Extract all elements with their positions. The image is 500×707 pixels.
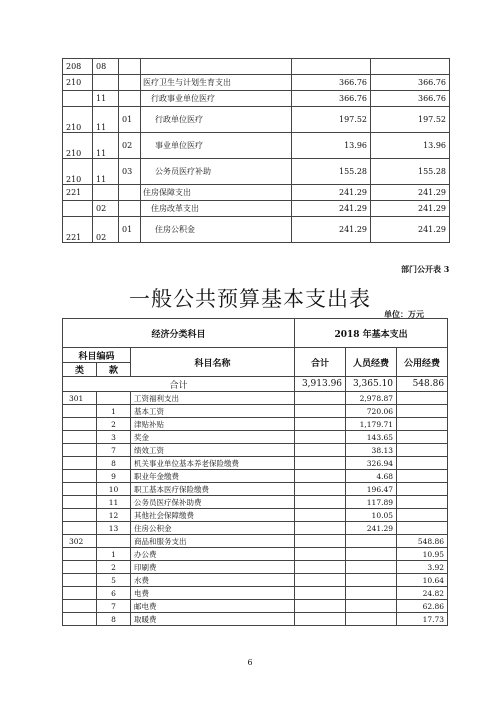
item-name-cell: 机关事业单位基本养老保险缴费: [131, 457, 295, 470]
econ-class-header: 经济分类科目: [63, 319, 295, 348]
item-name-cell: 医疗卫生与计划生育支出: [141, 75, 292, 91]
dept-disclosure-label: 部门公开表 3: [401, 264, 450, 274]
total-cell: 366.76: [292, 75, 371, 91]
personnel-cell: 10.05: [346, 509, 397, 522]
item-name-cell: 公务员医疗保补助费: [131, 496, 295, 509]
personnel-cell: 241.29: [346, 522, 397, 535]
kuan-cell: 11: [97, 496, 131, 509]
table-row: [63, 133, 450, 159]
personnel-cell: [346, 548, 397, 561]
lei-cell: [63, 509, 97, 522]
item-name-cell: 商品和服务支出: [131, 535, 295, 548]
lei-cell: [63, 587, 97, 600]
item-name-cell: 住房保障支出: [141, 185, 292, 201]
personnel-cell: 1,179.71: [346, 418, 397, 431]
item-name-cell: 职工基本医疗保险缴费: [131, 483, 295, 496]
item-name-cell: 基本工资: [131, 405, 295, 418]
kuan-cell: [97, 392, 131, 405]
item-code-cell: 02: [119, 133, 141, 159]
total-cell: [295, 392, 346, 405]
section-code-cell: 02: [93, 201, 119, 217]
total-row-total: 3,913.96: [295, 377, 346, 392]
item-name-cell: 住房公积金: [141, 217, 292, 243]
total-cell: 155.28: [292, 159, 371, 185]
item-name-cell: 行政单位医疗: [141, 107, 292, 133]
table-row: [63, 496, 448, 509]
public-cell: [397, 418, 448, 431]
table-row: [63, 548, 448, 561]
total-row-label: 合计: [63, 377, 295, 392]
section-code-cell: 02: [93, 217, 119, 243]
kuan-cell: 8: [97, 613, 131, 626]
class-code-cell: [63, 91, 93, 107]
table-row: [63, 59, 450, 75]
table-row: [63, 535, 448, 548]
personnel-cell: [346, 535, 397, 548]
item-name-cell: 绩效工资: [131, 444, 295, 457]
total-cell: [295, 405, 346, 418]
public-cell: 548.86: [397, 535, 448, 548]
table-row: [63, 470, 448, 483]
lei-cell: [63, 574, 97, 587]
basic-cell: 366.76: [371, 75, 450, 91]
total-cell: [295, 496, 346, 509]
lei-cell: [63, 522, 97, 535]
item-code-cell: [119, 59, 141, 75]
kuan-cell: 1: [97, 548, 131, 561]
item-name-cell: 公务员医疗补助: [141, 159, 292, 185]
public-cell: 62.86: [397, 600, 448, 613]
class-code-cell: 210: [63, 107, 93, 133]
public-cell: [397, 431, 448, 444]
class-code-cell: 210: [63, 133, 93, 159]
table-row: [63, 574, 448, 587]
public-cell: [397, 405, 448, 418]
personnel-cell: 143.65: [346, 431, 397, 444]
personnel-cell: 4.68: [346, 470, 397, 483]
public-header: 公用经费: [397, 348, 448, 377]
public-cell: 17.73: [397, 613, 448, 626]
basic-cell: 13.96: [371, 133, 450, 159]
class-code-cell: 221: [63, 217, 93, 243]
section-code-cell: 11: [93, 91, 119, 107]
item-name-cell: 工资福利支出: [131, 392, 295, 405]
kuan-cell: 7: [97, 444, 131, 457]
table-row: [63, 392, 448, 405]
lei-cell: 302: [63, 535, 97, 548]
kuan-cell: 13: [97, 522, 131, 535]
class-code-cell: 210: [63, 75, 93, 91]
item-name-cell: 住房公积金: [131, 522, 295, 535]
total-cell: [295, 600, 346, 613]
kuan-cell: 2: [97, 561, 131, 574]
lei-cell: [63, 483, 97, 496]
total-cell: [295, 561, 346, 574]
kuan-cell: 12: [97, 509, 131, 522]
kuan-cell: 1: [97, 405, 131, 418]
total-cell: [295, 418, 346, 431]
basic-cell: 366.76: [371, 91, 450, 107]
total-cell: [295, 457, 346, 470]
lei-cell: [63, 561, 97, 574]
item-name-cell: 津贴补贴: [131, 418, 295, 431]
lei-cell: [63, 418, 97, 431]
public-cell: [397, 470, 448, 483]
personnel-cell: [346, 587, 397, 600]
code-header: 科目编码: [63, 348, 131, 363]
section-code-cell: [93, 185, 119, 201]
lei-cell: [63, 600, 97, 613]
public-cell: [397, 483, 448, 496]
basic-expenditure-table-body: [63, 319, 448, 626]
table-row: [63, 159, 450, 185]
kuan-cell: 6: [97, 587, 131, 600]
personnel-cell: 720.06: [346, 405, 397, 418]
section-code-cell: 11: [93, 107, 119, 133]
item-name-cell: 取暖费: [131, 613, 295, 626]
item-name-cell: 印刷费: [131, 561, 295, 574]
lei-cell: [63, 405, 97, 418]
table-row: [63, 405, 448, 418]
table-row: [63, 201, 450, 217]
section-code-cell: 11: [93, 159, 119, 185]
total-cell: [295, 548, 346, 561]
total-cell: 241.29: [292, 217, 371, 243]
lei-cell: [63, 548, 97, 561]
personnel-cell: 196.47: [346, 483, 397, 496]
table-row: [63, 75, 450, 91]
year-basic-header: 2018 年基本支出: [295, 319, 448, 348]
lei-cell: [63, 613, 97, 626]
public-cell: 3.92: [397, 561, 448, 574]
item-name-cell: 办公费: [131, 548, 295, 561]
class-code-cell: 210: [63, 159, 93, 185]
top-table-body: [63, 59, 450, 243]
table-row: [63, 587, 448, 600]
total-cell: 241.29: [292, 201, 371, 217]
public-cell: 24.82: [397, 587, 448, 600]
total-cell: [295, 535, 346, 548]
item-code-cell: [119, 201, 141, 217]
total-header: 合计: [295, 348, 346, 377]
total-cell: [295, 509, 346, 522]
table-row: [63, 600, 448, 613]
total-row: [63, 377, 448, 392]
class-code-cell: 208: [63, 59, 93, 75]
lei-cell: [63, 457, 97, 470]
item-name-cell: 住房改革支出: [141, 201, 292, 217]
lei-cell: [63, 444, 97, 457]
personnel-cell: [346, 561, 397, 574]
personnel-cell: [346, 574, 397, 587]
table-row: [63, 522, 448, 535]
item-name-cell: 水费: [131, 574, 295, 587]
basic-expenditure-table: [62, 318, 448, 626]
top-continuation-table: [62, 58, 450, 243]
total-cell: [295, 587, 346, 600]
total-cell: [295, 574, 346, 587]
kuan-cell: 10: [97, 483, 131, 496]
personnel-cell: 2,978.87: [346, 392, 397, 405]
kuan-cell: 2: [97, 418, 131, 431]
table-row: [63, 457, 448, 470]
basic-cell: 241.29: [371, 185, 450, 201]
public-cell: [397, 457, 448, 470]
class-code-cell: 221: [63, 185, 93, 201]
basic-cell: 241.29: [371, 201, 450, 217]
basic-cell: 241.29: [371, 217, 450, 243]
table-row: [63, 613, 448, 626]
public-cell: [397, 522, 448, 535]
public-cell: 10.64: [397, 574, 448, 587]
item-code-cell: [119, 185, 141, 201]
kuan-cell: 8: [97, 457, 131, 470]
table-row: [63, 509, 448, 522]
item-code-cell: 01: [119, 217, 141, 243]
kuan-header: 款: [97, 363, 131, 377]
public-cell: [397, 496, 448, 509]
public-cell: [397, 444, 448, 457]
table-row: [63, 217, 450, 243]
section-code-cell: 08: [93, 59, 119, 75]
personnel-cell: 326.94: [346, 457, 397, 470]
header-row-1: [63, 319, 448, 348]
unit-label: 单位：万元: [384, 309, 424, 319]
personnel-cell: [346, 613, 397, 626]
item-code-cell: 01: [119, 107, 141, 133]
lei-cell: [63, 431, 97, 444]
item-code-cell: 03: [119, 159, 141, 185]
kuan-cell: [97, 535, 131, 548]
table-row: [63, 483, 448, 496]
page-number: 6: [247, 658, 253, 667]
personnel-cell: [346, 600, 397, 613]
total-cell: [292, 59, 371, 75]
lei-cell: [63, 496, 97, 509]
class-code-cell: [63, 201, 93, 217]
basic-cell: 197.52: [371, 107, 450, 133]
item-code-cell: [119, 75, 141, 91]
item-name-cell: 事业单位医疗: [141, 133, 292, 159]
table-row: [63, 185, 450, 201]
section-code-cell: 11: [93, 133, 119, 159]
total-row-personnel: 3,365.10: [346, 377, 397, 392]
public-cell: [397, 392, 448, 405]
table-row: [63, 431, 448, 444]
item-name-cell: 其他社会保障缴费: [131, 509, 295, 522]
total-cell: 366.76: [292, 91, 371, 107]
basic-cell: 155.28: [371, 159, 450, 185]
total-row-public: 548.86: [397, 377, 448, 392]
total-cell: 241.29: [292, 185, 371, 201]
total-cell: 197.52: [292, 107, 371, 133]
total-cell: [295, 483, 346, 496]
table-row: [63, 561, 448, 574]
total-cell: [295, 444, 346, 457]
table-row: [63, 107, 450, 133]
header-row-2: [63, 348, 448, 363]
total-cell: [295, 613, 346, 626]
kuan-cell: 3: [97, 431, 131, 444]
lei-cell: [63, 470, 97, 483]
item-name-cell: 电费: [131, 587, 295, 600]
item-name-cell: 行政事业单位医疗: [141, 91, 292, 107]
name-header: 科目名称: [131, 348, 295, 377]
personnel-cell: 117.89: [346, 496, 397, 509]
public-cell: 10.95: [397, 548, 448, 561]
item-name-cell: 奖金: [131, 431, 295, 444]
public-cell: [397, 509, 448, 522]
table-row: [63, 444, 448, 457]
lei-cell: 301: [63, 392, 97, 405]
total-cell: [295, 431, 346, 444]
basic-cell: [371, 59, 450, 75]
personnel-header: 人员经费: [346, 348, 397, 377]
item-code-cell: [119, 91, 141, 107]
table-row: [63, 418, 448, 431]
personnel-cell: 38.13: [346, 444, 397, 457]
kuan-cell: 5: [97, 574, 131, 587]
lei-header: 类: [63, 363, 97, 377]
total-cell: [295, 522, 346, 535]
total-cell: [295, 470, 346, 483]
item-name-cell: 邮电费: [131, 600, 295, 613]
page-title: 一般公共预算基本支出表: [129, 287, 371, 311]
table-row: [63, 91, 450, 107]
item-name-cell: [141, 59, 292, 75]
kuan-cell: 9: [97, 470, 131, 483]
section-code-cell: [93, 75, 119, 91]
item-name-cell: 职业年金缴费: [131, 470, 295, 483]
total-cell: 13.96: [292, 133, 371, 159]
kuan-cell: 7: [97, 600, 131, 613]
